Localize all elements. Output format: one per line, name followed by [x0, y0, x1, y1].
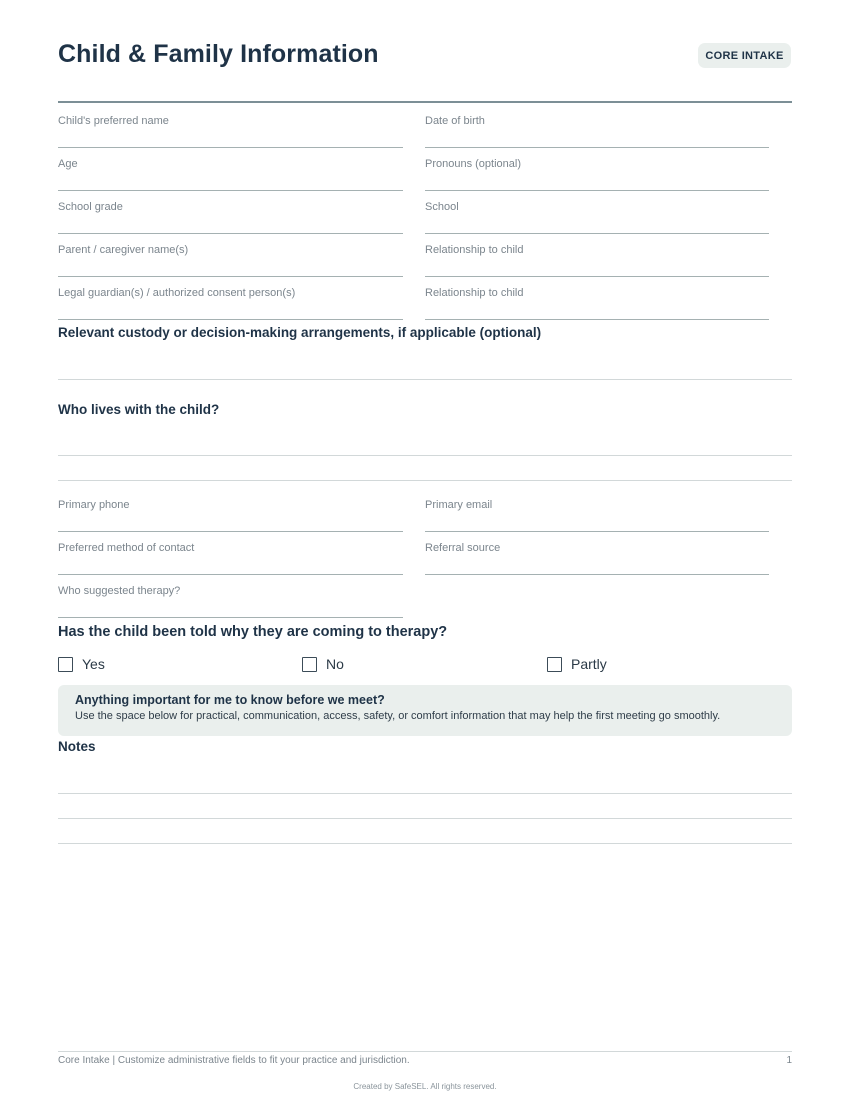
referral-source-field[interactable]: [425, 531, 769, 575]
page-title: Child & Family Information: [58, 40, 379, 68]
yes-label: Yes: [82, 656, 105, 672]
referral-source-label: Referral source: [425, 542, 501, 554]
relationship-field-2[interactable]: [425, 276, 769, 320]
date-of-birth-field[interactable]: [425, 104, 769, 148]
notes-heading: Notes: [58, 739, 96, 754]
legal-guardian-field[interactable]: [58, 276, 403, 320]
school-field[interactable]: [425, 190, 769, 234]
no-label: No: [326, 656, 344, 672]
preferred-name-field[interactable]: [58, 104, 403, 148]
footer-note: Core Intake | Customize administrative fields to fit your practice and jurisdiction.: [58, 1055, 410, 1066]
option-partly[interactable]: [547, 656, 607, 672]
pronouns-label: Pronouns (optional): [425, 158, 522, 170]
lives-with-heading: Who lives with the child?: [58, 402, 220, 417]
core-intake-badge: CORE INTAKE: [698, 43, 791, 68]
info-text: Use the space below for practical, communication, access, safety, or comfort information that may help the first meeting go smoothly.: [75, 710, 721, 722]
lives-with-answer-line-1[interactable]: [58, 455, 792, 456]
parent-caregiver-field[interactable]: [58, 233, 403, 277]
age-label: Age: [58, 158, 78, 170]
primary-email-field[interactable]: [425, 488, 769, 532]
primary-phone-field[interactable]: [58, 488, 403, 532]
primary-phone-label: Primary phone: [58, 499, 130, 511]
notes-line-1[interactable]: [58, 793, 792, 794]
partly-label: Partly: [571, 656, 607, 672]
suggested-therapy-field[interactable]: [58, 574, 403, 618]
footer-divider: [58, 1051, 792, 1052]
notes-line-2[interactable]: [58, 818, 792, 819]
primary-email-label: Primary email: [425, 499, 493, 511]
no-checkbox[interactable]: [302, 657, 317, 672]
age-field[interactable]: [58, 147, 403, 191]
relationship-label-2: Relationship to child: [425, 287, 524, 299]
school-label: School: [425, 201, 459, 213]
pronouns-field[interactable]: [425, 147, 769, 191]
partly-checkbox[interactable]: [547, 657, 562, 672]
parent-caregiver-label: Parent / caregiver name(s): [58, 244, 189, 256]
credit-text: Created by SafeSEL. All rights reserved.: [353, 1082, 497, 1091]
relationship-label-1: Relationship to child: [425, 244, 524, 256]
option-no[interactable]: [302, 656, 344, 672]
preferred-name-label: Child's preferred name: [58, 115, 169, 127]
custody-heading: Relevant custody or decision-making arrangements, if applicable (optional): [58, 325, 542, 340]
info-callout: [58, 685, 792, 736]
school-grade-field[interactable]: [58, 190, 403, 234]
page-number: 1: [786, 1055, 792, 1066]
contact-method-field[interactable]: [58, 531, 403, 575]
relationship-field-1[interactable]: [425, 233, 769, 277]
yes-checkbox[interactable]: [58, 657, 73, 672]
header-divider: [58, 101, 792, 103]
school-grade-label: School grade: [58, 201, 123, 213]
told-why-heading: Has the child been told why they are coming to therapy?: [58, 624, 448, 640]
lives-with-answer-line-2[interactable]: [58, 480, 792, 481]
contact-method-label: Preferred method of contact: [58, 542, 195, 554]
custody-answer-line[interactable]: [58, 379, 792, 380]
date-of-birth-label: Date of birth: [425, 115, 485, 127]
legal-guardian-label: Legal guardian(s) / authorized consent person(s): [58, 287, 296, 299]
notes-line-3[interactable]: [58, 843, 792, 844]
info-title: Anything important for me to know before we meet?: [75, 693, 385, 707]
option-yes[interactable]: [58, 656, 105, 672]
suggested-therapy-label: Who suggested therapy?: [58, 585, 181, 597]
